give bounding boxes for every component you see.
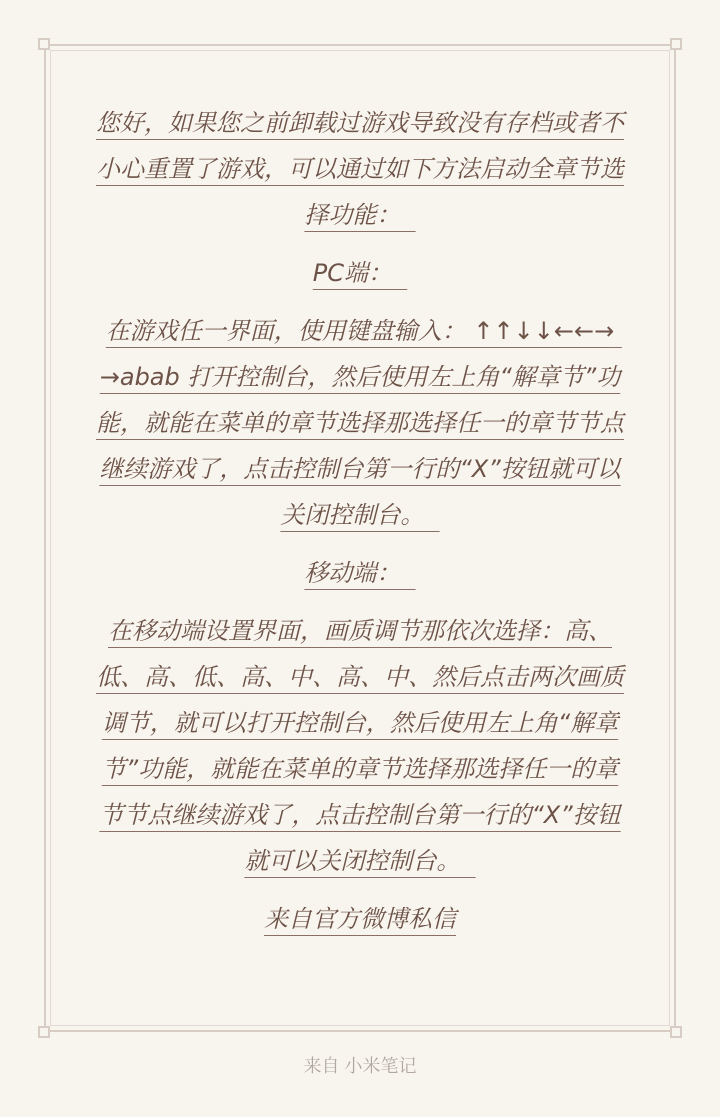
- frame-corner-ornament: [38, 1026, 50, 1038]
- frame-corner-ornament: [670, 38, 682, 50]
- frame-corner-ornament: [670, 1026, 682, 1038]
- pc-heading: PC端：: [312, 259, 408, 287]
- source-note: 来自官方微博私信: [264, 905, 456, 933]
- intro-paragraph: 您好，如果您之前卸载过游戏导致没有存档或者不小心重置了游戏，可以通过如下方法启动全章节选择功能：: [96, 109, 624, 229]
- footer-source-label: 来自 小米笔记: [303, 1056, 417, 1076]
- note-body: [92, 100, 628, 942]
- mobile-instructions: 在移动端设置界面，画质调节那依次选择：高、低、高、低、高、中、高、中、然后点击两次画质调节，就可以打开控制台，然后使用左上角“解章节”功能，就能在菜单的章节选择那选择任一的章节节点继续游戏了，点击控制台第一行的“X”按钮就可以关闭控制台。: [96, 617, 624, 875]
- mobile-heading: 移动端：: [304, 559, 416, 587]
- pc-instructions: 在游戏任一界面，使用键盘输入： ↑↑↓↓←←→ →abab 打开控制台，然后使用左上角“解章节”功能，就能在菜单的章节选择那选择任一的章节节点继续游戏了，点击控制台第一行的“X”按钮就可以关闭控制台。: [96, 317, 624, 529]
- frame-corner-ornament: [38, 38, 50, 50]
